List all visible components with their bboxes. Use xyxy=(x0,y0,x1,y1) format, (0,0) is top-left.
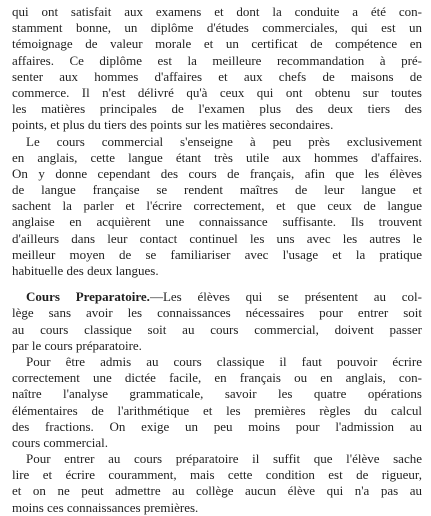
text-line: Pour être admis au cours classique il faut pouvoir écrire xyxy=(26,353,422,369)
text-run: —Les élèves qui se présentent au col- xyxy=(149,289,422,305)
text-line: et on ne peut admettre au collège aucun élève qui n'a pas au xyxy=(12,483,422,499)
document-page xyxy=(12,4,422,516)
text-line: Le cours commercial s'enseigne à peu près exclusivement xyxy=(26,133,422,149)
paragraph-preparatory-course xyxy=(12,289,422,354)
text-line: anglaise en acquièrent une connaissance suffisante. Ils trouvent xyxy=(12,214,422,230)
paragraph-preparatory-admission xyxy=(12,451,422,516)
text-line: affaires. Ce diplôme est la meilleure recommandation à pré- xyxy=(12,52,422,68)
text-line: lire et écrire couramment, mais cette condition est de rigueur, xyxy=(12,467,422,483)
text-line: points, et plus du tiers des points sur les matières secondaires. xyxy=(12,117,334,133)
text-line: senter aux hommes d'affaires et aux chefs de maisons de xyxy=(12,68,422,84)
text-line: stamment bonne, un diplôme d'études commerciales, qui est un xyxy=(12,20,422,36)
text-line: sachent la parler et l'écrire correctement, et que ceux de langue xyxy=(12,198,422,214)
text-line: correctement une dictée facile, en français ou en anglais, con- xyxy=(12,370,422,386)
text-line: d'ailleurs dans leur contact continuel les uns avec les autres le xyxy=(12,230,422,246)
text-line: meilleur moyen de se familiariser avec l'usage et la pratique xyxy=(12,246,422,262)
text-line: cours commercial. xyxy=(12,434,109,450)
text-line: On y donne cependant des cours de français, afin que les élèves xyxy=(12,165,422,181)
paragraph-gap xyxy=(12,279,422,289)
text-line: habituelle des deux langues. xyxy=(12,263,159,278)
text-line: par le cours préparatoire. xyxy=(12,337,142,353)
paragraph-diploma xyxy=(12,4,422,134)
text-line: de langue française se rendent maîtres de leur langue et xyxy=(12,182,422,198)
text-line: témoignage de valeur morale et un certificat de compétence en xyxy=(12,36,422,52)
section-heading: Cours Preparatoire. xyxy=(26,289,150,305)
text-line xyxy=(12,289,422,305)
text-line: élémentaires de l'arithmétique et les premières règles du calcul xyxy=(12,402,422,418)
text-line: des fractions. On exige un peu moins pour l'admission au xyxy=(12,418,422,434)
text-line: en anglais, cette langue étant très utile aux hommes d'affaires. xyxy=(12,149,422,165)
paragraph-commercial-course xyxy=(12,134,422,280)
paragraph-classical-admission xyxy=(12,354,422,451)
text-line: naître l'analyse grammaticale, savoir les quatre opérations xyxy=(12,386,422,402)
text-line: lège sans avoir les connaissances nécessaires pour entrer soit xyxy=(12,305,422,321)
text-line: moins ces connaissances premières. xyxy=(12,499,199,515)
text-line: commerce. Il n'est délivré qu'à ceux qui ont obtenu sur toutes xyxy=(12,84,422,100)
text-line: Pour entrer au cours préparatoire il suffit que l'élève sache xyxy=(26,451,422,467)
text-line: au cours classique soit au cours commercial, doivent passer xyxy=(12,321,422,337)
text-line: qui ont satisfait aux examens et dont la conduite a été con- xyxy=(12,4,422,19)
text-line: les matières principales de l'examen plus des deux tiers des xyxy=(12,101,422,117)
